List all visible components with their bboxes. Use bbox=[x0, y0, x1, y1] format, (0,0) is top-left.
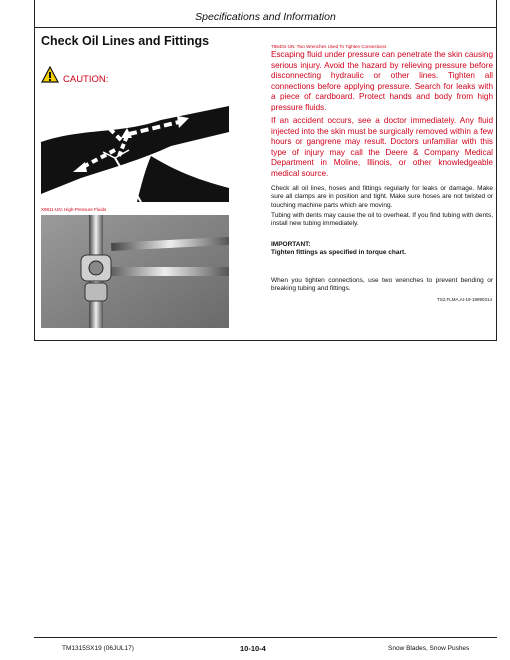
important-text: Tighten fittings as specified in torque chart. bbox=[271, 249, 406, 256]
page-frame bbox=[34, 0, 497, 341]
warning-pressure: Escaping fluid under pressure can penetrate the skin causing serious injury. Avoid the hazard by relieving pressure before disconnecting hydraulic or other lines. Tighten all connections before applying pressure. Search for leaks with a piece of cardboard. Protect hands and body from high pressure fluids. bbox=[271, 50, 493, 112]
running-header: Specifications and Information bbox=[195, 11, 336, 23]
caution-block bbox=[41, 64, 108, 85]
section-title: Check Oil Lines and Fittings bbox=[41, 34, 210, 48]
paragraph-check-lines: Check all oil lines, hoses and fittings regularly for leaks or damage. Make sure all clamps are in position and tight. Make sure hoses are not twisted or touching machine parts which are moving. bbox=[271, 185, 493, 209]
high-pressure-fluid-illustration bbox=[41, 98, 229, 202]
two-wrenches-photo bbox=[41, 215, 229, 328]
header-rule bbox=[35, 27, 496, 28]
paragraph-two-wrenches: When you tighten connections, use two wrenches to prevent bending or breaking tubing and fittings. bbox=[271, 277, 493, 293]
caution-label: CAUTION: bbox=[63, 74, 109, 85]
footer-section-name: Snow Blades, Snow Pushes bbox=[388, 645, 470, 652]
reference-code: TS2,FLMA,AI-19-19990314 bbox=[436, 297, 492, 302]
two-wrenches-caption: T86401-UN: Two Wrenches Used To Tighten Connections bbox=[271, 44, 387, 49]
paragraph-dented-tubing: Tubing with dents may cause the oil to overheat. If you find tubing with dents, install new tubing immediately. bbox=[271, 212, 493, 228]
footer-page-number: 10-10-4 bbox=[240, 644, 266, 653]
footer-manual-id: TM1315SX19 (06JUL17) bbox=[62, 645, 134, 652]
caution-triangle-icon bbox=[41, 66, 59, 84]
footer-rule bbox=[34, 637, 497, 638]
high-pressure-caption: X9811-UN: High-Pressure Fluids bbox=[41, 207, 107, 212]
important-label: IMPORTANT: bbox=[271, 241, 311, 248]
warning-accident: If an accident occurs, see a doctor immediately. Any fluid injected into the skin must be surgically removed within a few hours or gangrene may result. Doctors unfamiliar with this type of injury may call the Deere & Company Medical Department in Moline, Illinois, or other knowledgeable medical source. bbox=[271, 116, 493, 178]
